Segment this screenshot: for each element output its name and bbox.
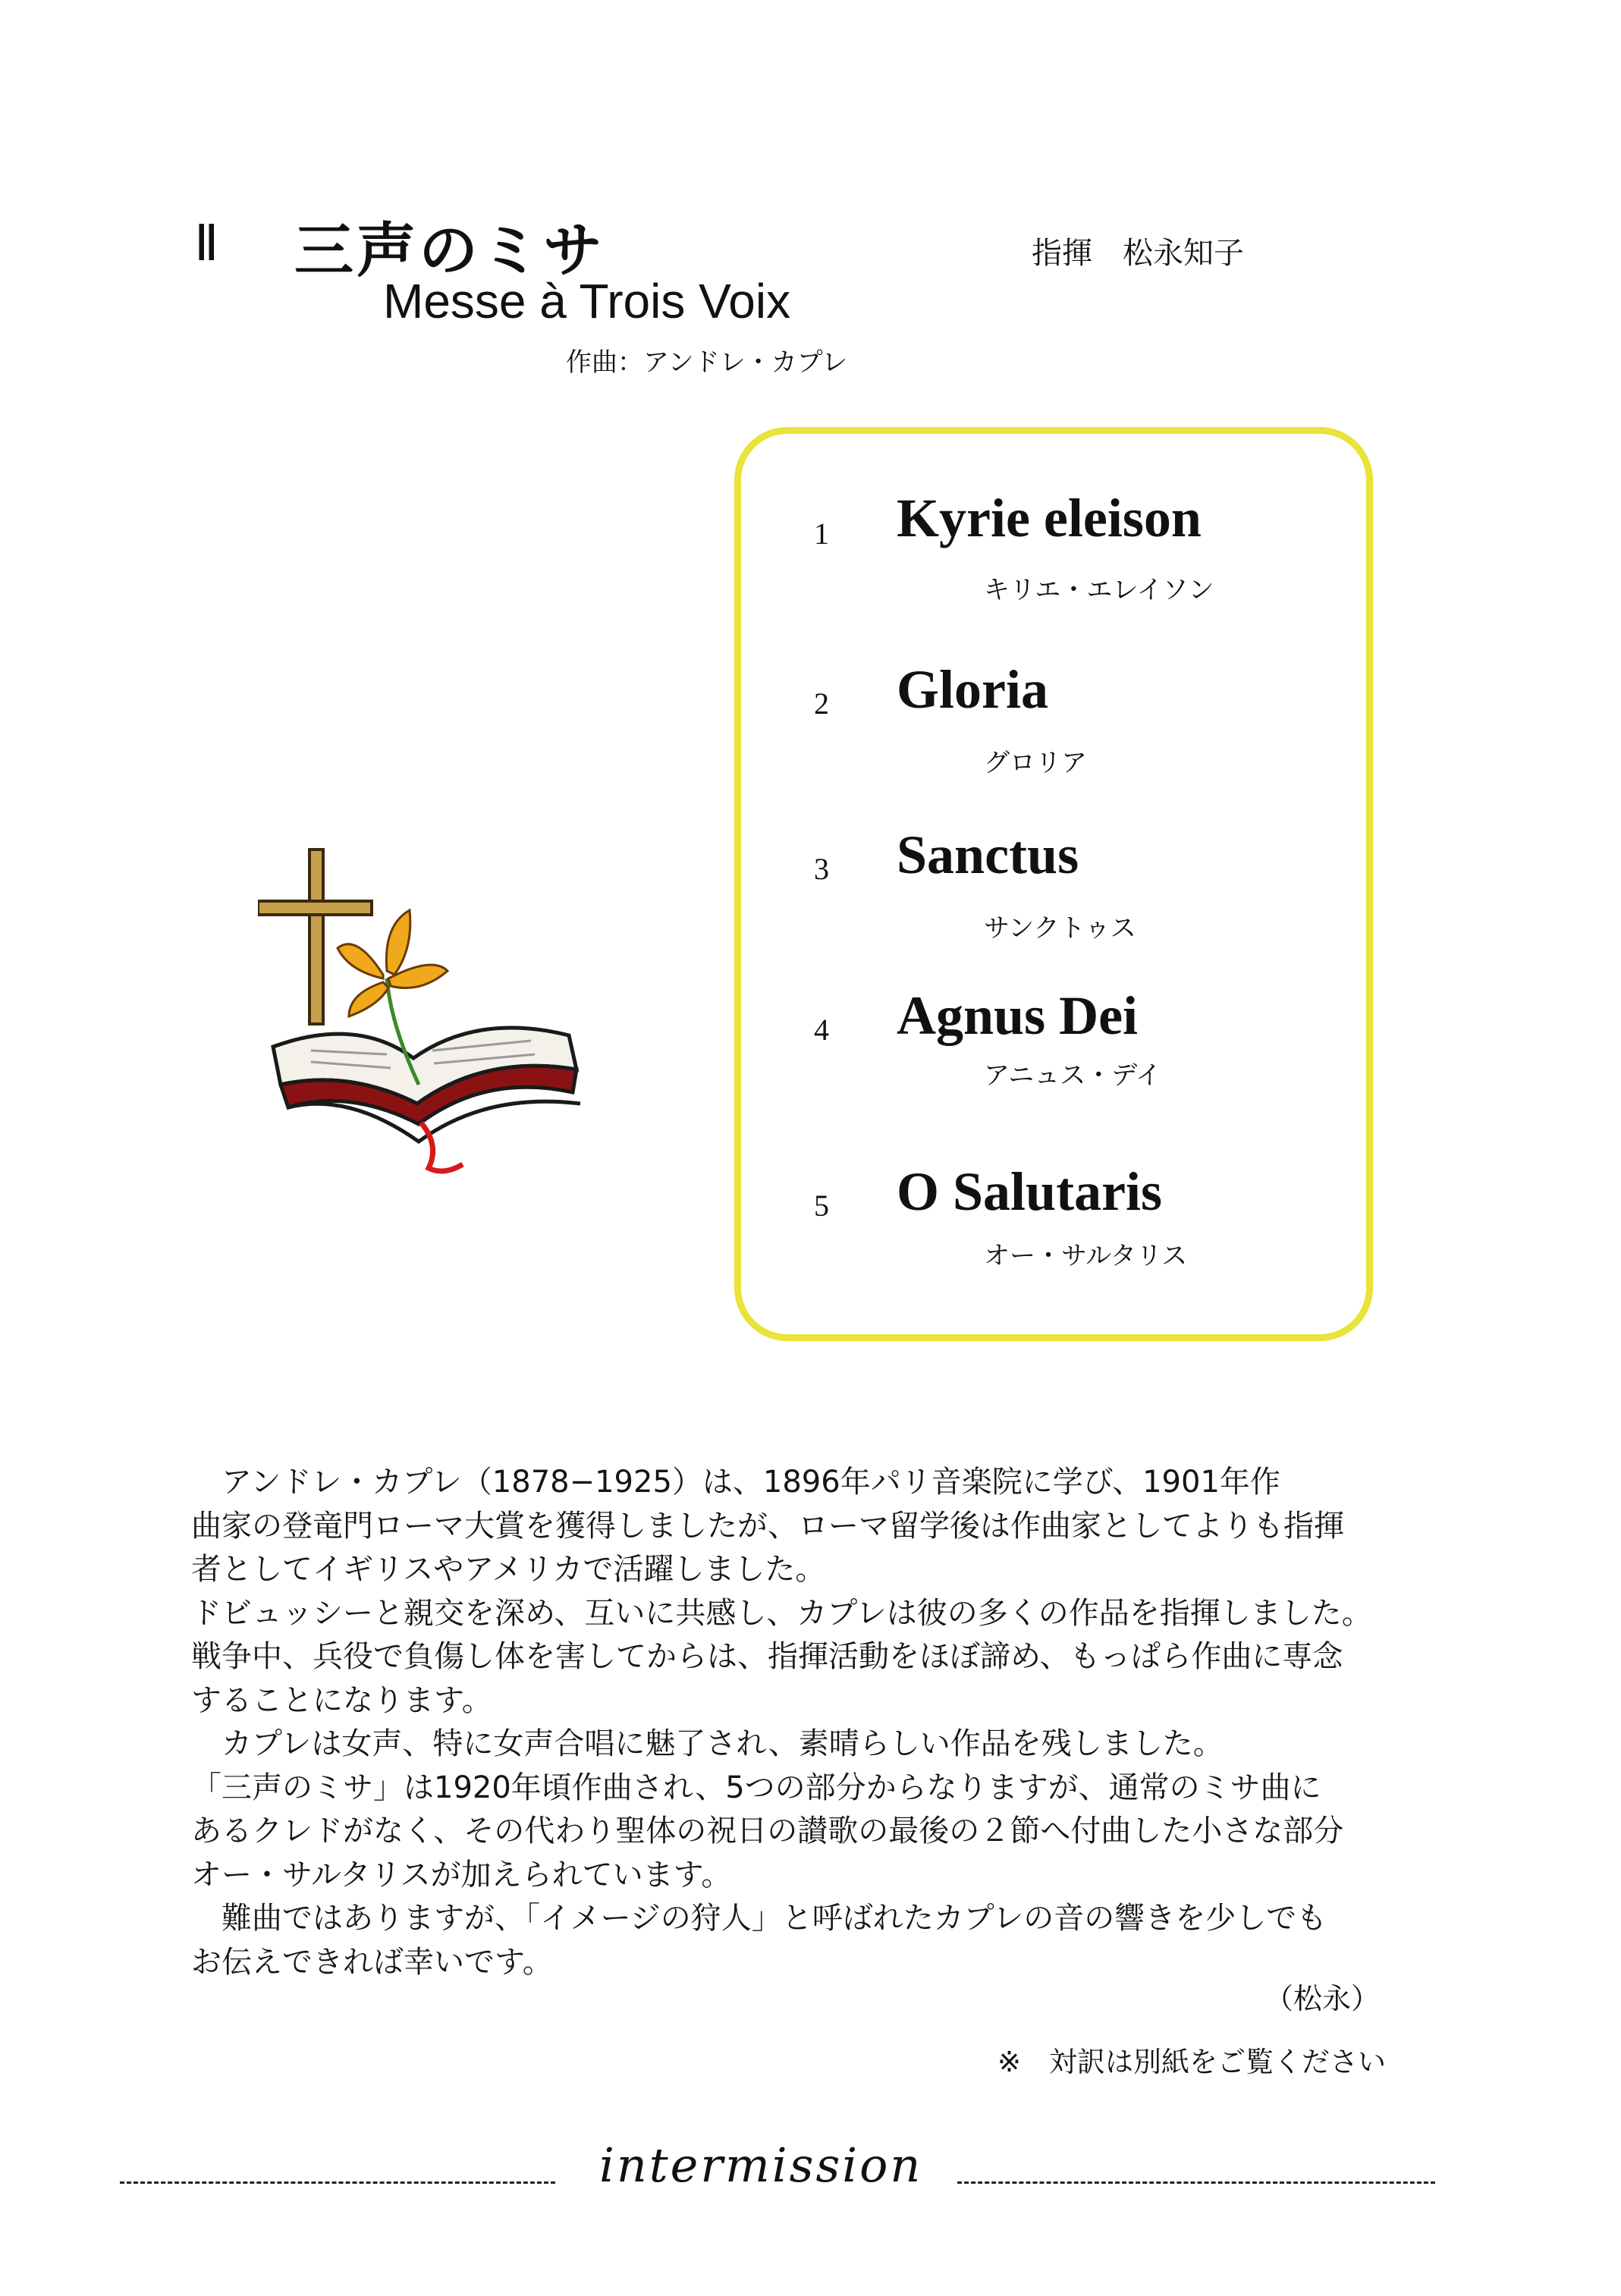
- notes-line: アンドレ・カプレ（1878−1925）は、1896年パリ音楽院に学び、1901年作: [191, 1465, 1280, 1500]
- movement-number: 3: [814, 852, 829, 886]
- movement-kana: サンクトゥス: [984, 913, 1136, 944]
- notes-line: あるクレドがなく、その代わり聖体の祝日の讃歌の最後の２節へ付曲した小さな部分: [191, 1814, 1344, 1848]
- author-signature: （松永）: [1264, 1982, 1380, 2015]
- movement-title: Kyrie eleison: [897, 488, 1202, 548]
- movement-title: Gloria: [897, 659, 1048, 720]
- movement-title: Sanctus: [897, 824, 1079, 885]
- page-title-japanese: 三声のミサ: [294, 217, 606, 285]
- movement-title: Agnus Dei: [897, 985, 1139, 1046]
- page-title-french: Messe à Trois Voix: [383, 274, 791, 328]
- divider-right: [957, 2181, 1435, 2184]
- notes-line: オー・サルタリスが加えられています。: [191, 1857, 732, 1892]
- translation-note: ※ 対訳は別紙をご覧ください: [997, 2046, 1386, 2078]
- movement-list-box: [734, 427, 1373, 1341]
- notes-line: することになります。: [191, 1682, 492, 1718]
- intermission-label: intermission: [599, 2137, 923, 2193]
- movement-number: 4: [814, 1013, 829, 1047]
- movement-number: 1: [814, 517, 829, 551]
- notes-line: 「三声のミサ」は1920年頃作曲され、5つの部分からなりますが、通常のミサ曲に: [191, 1770, 1321, 1805]
- movement-number: 5: [814, 1189, 829, 1223]
- notes-line: 戦争中、兵役で負傷し体を害してからは、指揮活動をほぼ諦め、もっぱら作曲に専念: [191, 1639, 1343, 1674]
- movement-kana: オー・サルタリス: [984, 1241, 1188, 1271]
- notes-line: 曲家の登竜門ローマ大賞を獲得しましたが、ローマ留学後は作曲家としてよりも指揮: [191, 1508, 1344, 1544]
- notes-line: カプレは女声、特に女声合唱に魅了され、素晴らしい作品を残しました。: [191, 1726, 1224, 1761]
- composer-credit: 作曲：アンドレ・カプレ: [566, 347, 848, 378]
- movement-title: O Salutaris: [897, 1161, 1163, 1222]
- movement-kana: キリエ・エレイソン: [984, 575, 1214, 605]
- section-number: Ⅱ: [194, 216, 219, 272]
- program-notes: [191, 1461, 1412, 1984]
- movement-number: 2: [814, 686, 829, 721]
- notes-line: 難曲ではありますが、「イメージの狩人」と呼ばれたカプレの音の響きを少しでも: [191, 1901, 1327, 1936]
- movement-kana: アニュス・デイ: [984, 1060, 1161, 1091]
- movement-kana: グロリア: [984, 748, 1087, 778]
- notes-line: 者としてイギリスやアメリカで活躍しました。: [191, 1552, 826, 1587]
- bible-cross-lily-icon: [258, 842, 592, 1183]
- notes-line: ドビュッシーと親交を深め、互いに共感し、カプレは彼の多くの作品を指揮しました。: [191, 1595, 1372, 1631]
- conductor-credit: 指揮 松永知子: [1032, 236, 1244, 271]
- notes-line: お伝えできれば幸いです。: [191, 1944, 553, 1980]
- divider-left: [120, 2181, 555, 2184]
